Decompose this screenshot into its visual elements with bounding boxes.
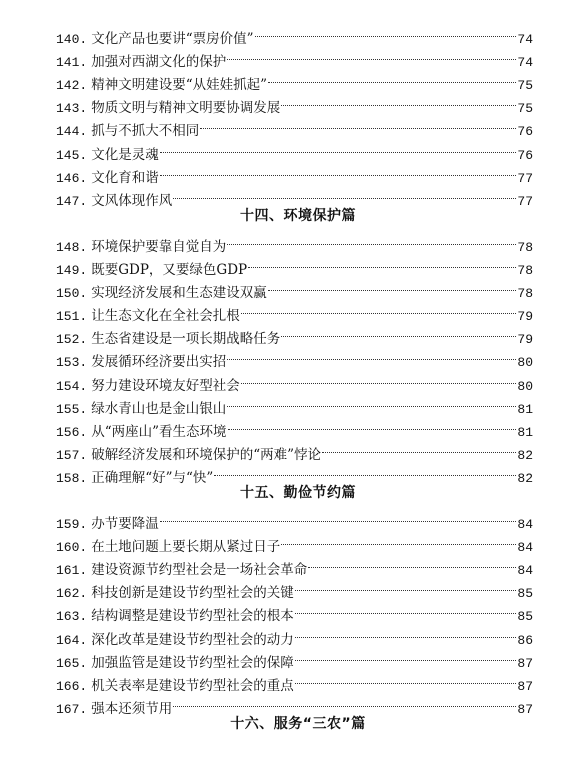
dot-leader — [200, 112, 516, 135]
entry-title: 让生态文化在全社会扎根 — [91, 308, 240, 325]
entry-title: 物质文明与精神文明要协调发展 — [91, 100, 281, 117]
entry-title: 科技创新是建设节约型社会的关键 — [91, 585, 294, 602]
entry-number: 155. — [56, 401, 88, 417]
entry-title: 结构调整是建设节约型社会的根本 — [91, 608, 294, 625]
entry-page-number: 74 — [517, 32, 533, 48]
entry-title: 建设资源节约型社会是一场社会革命 — [91, 562, 308, 579]
entry-title: 加强对西湖文化的保护 — [91, 54, 227, 71]
entry-page-number: 80 — [517, 355, 533, 371]
dot-leader — [295, 644, 517, 667]
entry-page-number: 75 — [517, 101, 533, 117]
entry-number: 140. — [56, 32, 88, 48]
entry-title: 发展循环经济要出实招 — [91, 354, 227, 371]
entry-title: 在土地问题上要长期从紧过日子 — [91, 539, 281, 556]
section-heading: 十六、服务“三农”篇 — [230, 715, 366, 732]
entry-number: 150. — [56, 286, 88, 302]
dot-leader — [173, 182, 516, 205]
entry-number: 165. — [56, 655, 88, 671]
section-heading: 十五、勤俭节约篇 — [240, 484, 356, 501]
dot-leader — [214, 459, 516, 482]
entry-number: 154. — [56, 378, 88, 394]
dot-leader — [255, 20, 517, 43]
entry-title: 机关表率是建设节约型社会的重点 — [91, 677, 294, 694]
toc-entry[interactable] — [0, 20, 578, 48]
entry-number: 143. — [56, 101, 88, 117]
entry-title: 抓与不抓大不相同 — [91, 123, 200, 140]
entry-title: 环境保护要靠自觉自为 — [91, 238, 227, 255]
entry-number: 166. — [56, 678, 88, 694]
table-of-contents — [0, 20, 578, 736]
entry-number: 162. — [56, 586, 88, 602]
entry-number: 153. — [56, 355, 88, 371]
entry-page-number: 75 — [517, 78, 533, 94]
dot-leader — [160, 505, 517, 528]
toc-entry[interactable] — [0, 228, 578, 255]
entry-title: 文化育和谐 — [91, 169, 159, 186]
entry-title: 文风体现作风 — [91, 192, 173, 209]
entry-page-number: 77 — [517, 170, 533, 186]
section-heading: 十四、环境保护篇 — [240, 207, 356, 224]
dot-leader — [322, 436, 516, 459]
dot-leader — [295, 574, 517, 597]
entry-page-number: 84 — [517, 540, 533, 556]
entry-title: 文化是灵魂 — [91, 146, 159, 163]
entry-number: 164. — [56, 632, 88, 648]
entry-number: 141. — [56, 55, 88, 71]
dot-leader — [295, 620, 517, 643]
dot-leader — [228, 413, 517, 436]
entry-title: 强本还须节用 — [91, 700, 173, 717]
entry-page-number: 84 — [517, 517, 533, 533]
entry-number: 167. — [56, 701, 88, 717]
entry-title: 实现经济发展和生态建设双赢 — [91, 285, 267, 302]
entry-page-number: 85 — [517, 586, 533, 602]
entry-number: 163. — [56, 609, 88, 625]
dot-leader — [241, 297, 517, 320]
entry-page-number: 78 — [517, 239, 533, 255]
entry-page-number: 76 — [517, 124, 533, 140]
entry-page-number: 85 — [517, 609, 533, 625]
entry-page-number: 78 — [517, 263, 533, 279]
entry-number: 149. — [56, 263, 88, 279]
dot-leader — [268, 66, 516, 89]
entry-number: 144. — [56, 124, 88, 140]
dot-leader — [268, 274, 517, 297]
dot-leader — [281, 528, 516, 551]
entry-page-number: 79 — [517, 332, 533, 348]
entry-page-number: 87 — [517, 701, 533, 717]
entry-number: 157. — [56, 447, 88, 463]
entry-page-number: 80 — [517, 378, 533, 394]
dot-leader — [281, 89, 516, 112]
dot-leader — [295, 667, 517, 690]
entry-number: 146. — [56, 170, 88, 186]
dot-leader — [227, 228, 516, 251]
dot-leader — [173, 690, 516, 713]
entry-page-number: 74 — [517, 55, 533, 71]
entry-title: 文化产品也要讲“票房价值” — [91, 31, 254, 48]
entry-number: 159. — [56, 517, 88, 533]
entry-title: 正确理解“好”与“快” — [91, 469, 214, 486]
dot-leader — [227, 390, 516, 413]
dot-leader — [308, 551, 516, 574]
entry-page-number: 78 — [517, 286, 533, 302]
entry-title: 办节要降温 — [91, 516, 159, 533]
entry-page-number: 82 — [517, 447, 533, 463]
entry-page-number: 79 — [517, 309, 533, 325]
entry-number: 145. — [56, 147, 88, 163]
entry-title: 绿水青山也是金山银山 — [91, 400, 227, 417]
entry-page-number: 86 — [517, 632, 533, 648]
dot-leader — [160, 159, 517, 182]
entry-page-number: 84 — [517, 563, 533, 579]
entry-page-number: 76 — [517, 147, 533, 163]
dot-leader — [281, 320, 516, 343]
toc-entry[interactable] — [0, 505, 578, 533]
dot-leader — [160, 135, 517, 158]
entry-title: 生态省建设是一项长期战略任务 — [91, 331, 281, 348]
entry-number: 151. — [56, 309, 88, 325]
dot-leader — [248, 251, 516, 274]
entry-page-number: 82 — [517, 470, 533, 486]
entry-number: 158. — [56, 470, 88, 486]
entry-number: 142. — [56, 78, 88, 94]
entry-title: 深化改革是建设节约型社会的动力 — [91, 631, 294, 648]
entry-number: 147. — [56, 193, 88, 209]
dot-leader — [227, 43, 516, 66]
entry-number: 160. — [56, 540, 88, 556]
entry-number: 148. — [56, 239, 88, 255]
dot-leader — [227, 343, 516, 366]
entry-title: 从“两座山”看生态环境 — [91, 423, 227, 440]
entry-number: 161. — [56, 563, 88, 579]
entry-title: 精神文明建设要“从娃娃抓起” — [91, 77, 268, 94]
entry-page-number: 77 — [517, 193, 533, 209]
entry-title: 既要GDP，又要绿色GDP — [91, 262, 248, 279]
entry-page-number: 81 — [517, 401, 533, 417]
entry-page-number: 87 — [517, 655, 533, 671]
entry-title: 加强监管是建设节约型社会的保障 — [91, 654, 294, 671]
entry-number: 156. — [56, 424, 88, 440]
entry-number: 152. — [56, 332, 88, 348]
entry-title: 努力建设环境友好型社会 — [91, 377, 240, 394]
entry-title: 破解经济发展和环境保护的“两难”悖论 — [91, 446, 322, 463]
entry-page-number: 87 — [517, 678, 533, 694]
entry-page-number: 81 — [517, 424, 533, 440]
dot-leader — [295, 597, 517, 620]
dot-leader — [241, 366, 517, 389]
